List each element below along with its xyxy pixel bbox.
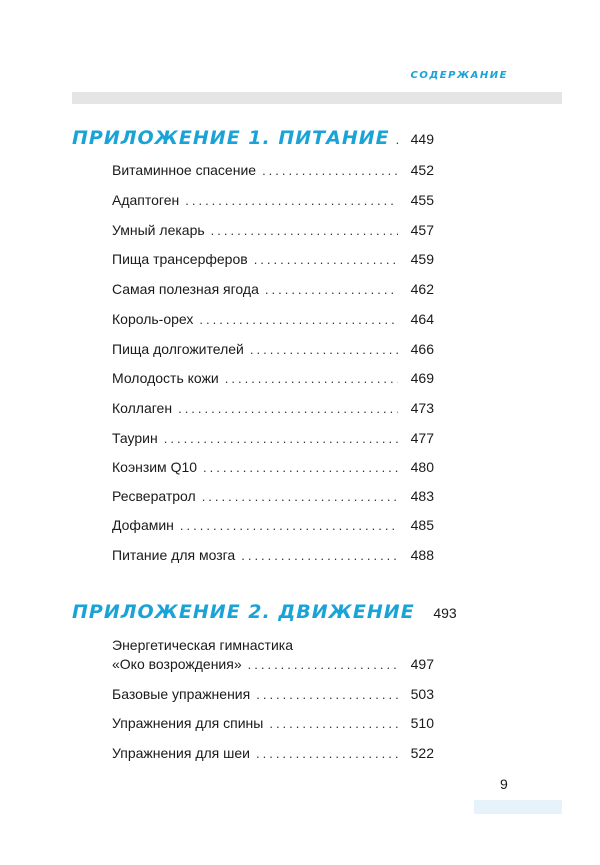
toc-entry[interactable] (112, 745, 434, 761)
section-page: 449 (410, 131, 434, 147)
toc-entry[interactable] (112, 517, 434, 533)
dot-leader (202, 489, 398, 504)
entry-label: Пища долгожителей (112, 341, 244, 357)
entry-label: Упражнения для шеи (112, 745, 250, 761)
section-title: ПРИЛОЖЕНИЕ 2. ДВИЖЕНИЕ (72, 601, 415, 623)
entry-page: 455 (410, 192, 434, 208)
entry-label: Витаминное спасение (112, 162, 257, 178)
entry-label: Таурин (112, 430, 158, 446)
dot-leader (250, 342, 398, 357)
entry-page: 483 (410, 488, 434, 504)
dot-leader (199, 312, 398, 327)
dot-leader (396, 132, 398, 147)
toc-entry[interactable] (112, 686, 434, 702)
section-page: 493 (433, 605, 457, 621)
toc-entry[interactable] (112, 400, 434, 416)
footer-bar (474, 800, 562, 814)
entry-page: 457 (410, 222, 434, 238)
entry-page: 503 (410, 686, 434, 702)
toc-section-2[interactable] (72, 601, 457, 623)
toc-entry[interactable] (112, 370, 434, 386)
entry-page: 452 (410, 162, 434, 178)
entry-label: Пища трансерферов (112, 251, 248, 267)
entry-page: 466 (410, 341, 434, 357)
entry-label: Дофамин (112, 517, 174, 533)
toc-entry[interactable] (112, 192, 434, 208)
entry-page: 510 (410, 715, 434, 731)
entry-label: Коллаген (112, 400, 173, 416)
entry-page: 464 (410, 311, 434, 327)
dot-leader (265, 282, 398, 297)
entry-label: Король-орех (112, 311, 194, 327)
toc-entry[interactable] (112, 715, 434, 731)
entry-label: Базовые упражнения (112, 686, 251, 702)
entry-label-line1: Энергетическая гимнастика (112, 637, 294, 653)
dot-leader (203, 460, 398, 475)
entry-page: 522 (410, 745, 434, 761)
entry-page: 488 (410, 547, 434, 563)
entry-page: 477 (410, 430, 434, 446)
dot-leader (164, 431, 398, 446)
header-rule (72, 92, 562, 104)
dot-leader (254, 252, 398, 267)
entry-label: Упражнения для спины (112, 715, 264, 731)
toc-entry[interactable] (112, 341, 434, 357)
entry-label: Ресвератрол (112, 488, 196, 504)
dot-leader (241, 548, 398, 563)
entry-page: 485 (410, 517, 434, 533)
entry-page: 480 (410, 459, 434, 475)
toc-entry[interactable] (112, 162, 434, 178)
dot-leader (248, 657, 398, 672)
dot-leader (178, 401, 398, 416)
entry-label: Коэнзим Q10 (112, 459, 198, 475)
toc-entry[interactable] (112, 251, 434, 267)
running-head: СОДЕРЖАНИЕ (410, 70, 508, 81)
toc-entry[interactable] (112, 281, 434, 297)
toc-entry[interactable] (112, 430, 434, 446)
page-number: 9 (500, 776, 508, 792)
dot-leader (180, 518, 398, 533)
entry-label: Адаптоген (112, 192, 180, 208)
dot-leader (256, 746, 398, 761)
entry-label: Умный лекарь (112, 222, 205, 238)
dot-leader (211, 223, 398, 238)
toc-section-1[interactable] (72, 127, 434, 149)
entry-label: «Око возрождения» (112, 656, 242, 672)
entry-page: 497 (410, 656, 434, 672)
section-title: ПРИЛОЖЕНИЕ 1. ПИТАНИЕ (72, 127, 390, 149)
dot-leader (262, 163, 398, 178)
toc-entry[interactable] (112, 459, 434, 475)
toc-entry[interactable] (112, 547, 434, 563)
toc-entry[interactable] (112, 656, 434, 672)
entry-page: 473 (410, 400, 434, 416)
dot-leader (225, 371, 398, 386)
entry-page: 462 (410, 281, 434, 297)
entry-page: 459 (410, 251, 434, 267)
toc-entry[interactable] (112, 311, 434, 327)
entry-label: Самая полезная ягода (112, 281, 259, 297)
dot-leader (269, 716, 398, 731)
dot-leader (256, 687, 398, 702)
entry-label: Питание для мозга (112, 547, 236, 563)
toc-entry[interactable] (112, 488, 434, 504)
entry-page: 469 (410, 370, 434, 386)
entry-label: Молодость кожи (112, 370, 219, 386)
toc-entry[interactable] (112, 222, 434, 238)
dot-leader (185, 193, 398, 208)
